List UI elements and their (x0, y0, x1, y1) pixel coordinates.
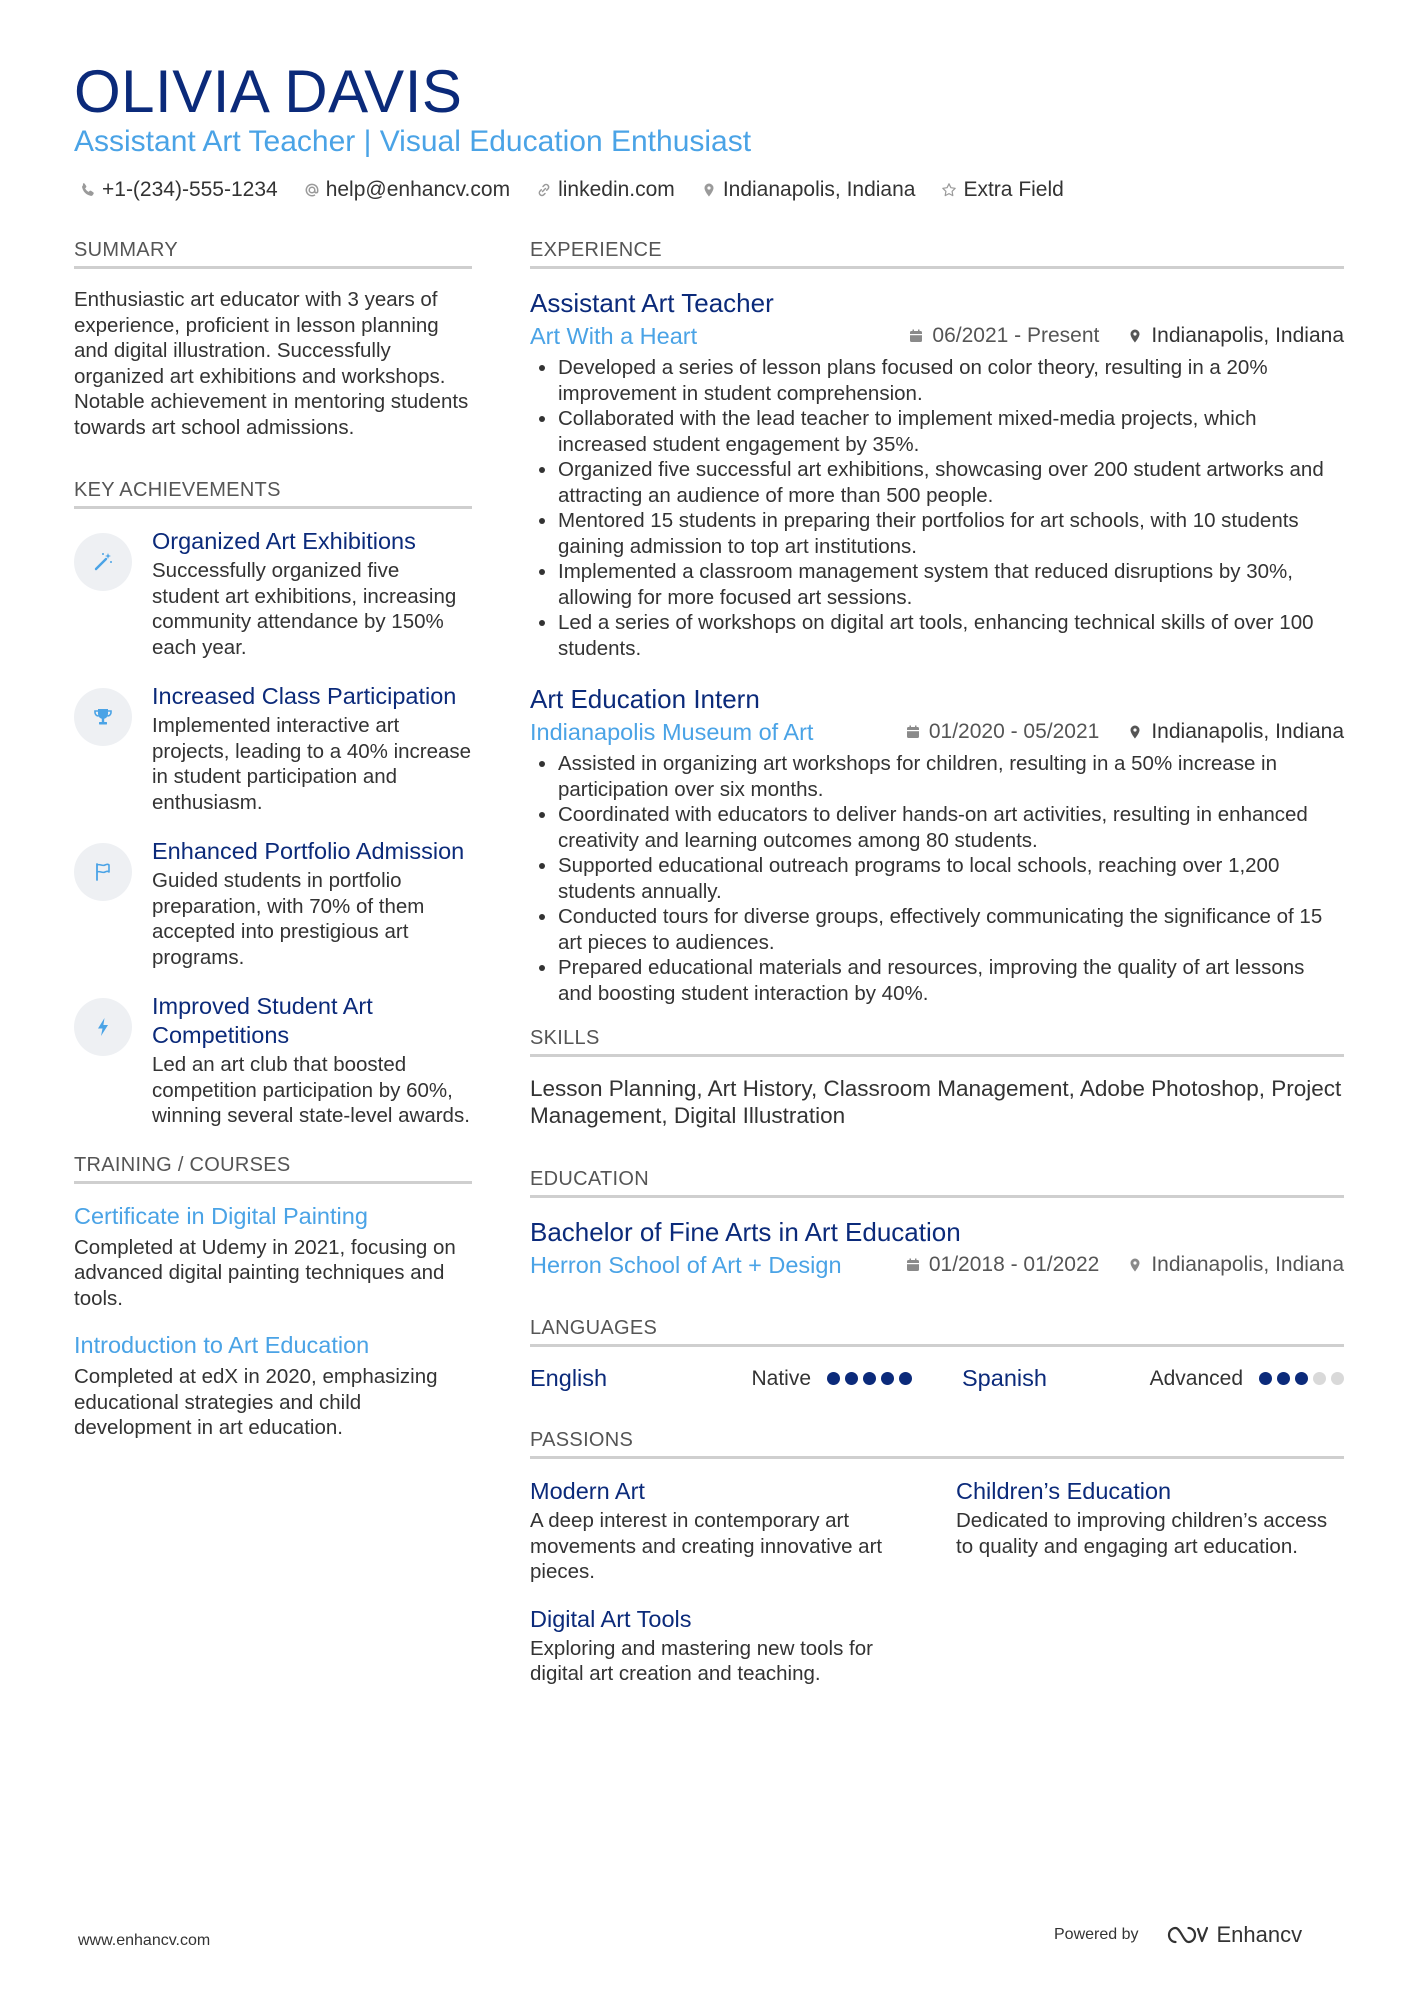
job-bullet: • Supported educational outreach programs to local schools, reaching over 1,200 students annually. (558, 853, 1344, 904)
course-item (74, 1331, 472, 1441)
rating-dot-filled (881, 1372, 894, 1385)
contact-extra (941, 178, 1063, 202)
rating-dot-filled (1277, 1372, 1290, 1385)
rating-dot-filled (845, 1372, 858, 1385)
job-location-text: Indianapolis, Indiana (1151, 720, 1344, 743)
achievement-icon-wrap (74, 533, 132, 591)
footer-branding (1054, 1922, 1302, 1948)
education-meta-right (905, 1253, 1344, 1277)
achievement-title: Improved Student Art Competitions (152, 993, 373, 1048)
job-bullet: • Assisted in organizing art workshops for children, resulting in a 50% increase in participation over six months. (558, 751, 1344, 802)
course-item (74, 1202, 472, 1312)
calendar-icon (908, 328, 924, 344)
education-dates-text: 01/2018 - 01/2022 (928, 1253, 1100, 1276)
achievement-body (152, 837, 472, 970)
contact-linkedin-text: linkedin.com (558, 178, 675, 201)
achievement-body (152, 992, 472, 1129)
brand-logo[interactable] (1165, 1922, 1303, 1948)
job-title: Art Education Intern (530, 684, 760, 714)
language-rating (827, 1372, 912, 1385)
job-bullet: • Coordinated with educators to deliver hands-on art activities, resulting in enhanced creativity and learning outcomes among 80 students. (558, 802, 1344, 853)
job-entry (530, 683, 1344, 1006)
job-bullet: • Conducted tours for diverse groups, effectively communicating the significance of 15 art pieces to audiences. (558, 904, 1344, 955)
job-dates (905, 720, 1099, 744)
job-bullets (530, 355, 1344, 661)
star-icon (941, 182, 957, 198)
passion-item (956, 1477, 1338, 1585)
achievement-item (74, 837, 472, 970)
candidate-name: OLIVIA DAVIS (74, 58, 463, 125)
skills-heading: SKILLS (530, 1028, 1344, 1057)
left-column (74, 240, 472, 1461)
language-rating (1259, 1372, 1344, 1385)
achievement-icon-wrap (74, 688, 132, 746)
language-level: Native (751, 1366, 811, 1390)
lightning-icon (92, 1016, 114, 1038)
contact-email[interactable] (304, 178, 510, 202)
contact-extra-text: Extra Field (963, 178, 1064, 201)
contact-phone[interactable] (80, 178, 278, 202)
courses-section (74, 1155, 472, 1441)
achievement-item (74, 682, 472, 815)
achievement-text: Implemented interactive art projects, leading to a 40% increase in student participation and enthusiasm. (152, 714, 472, 814)
language-name: English (530, 1365, 608, 1391)
calendar-icon (905, 1257, 921, 1273)
language-item (962, 1365, 1344, 1392)
course-text: Completed at edX in 2020, emphasizing educational strategies and child development in art education. (74, 1365, 438, 1439)
job-bullet: • Mentored 15 students in preparing their portfolios for art schools, with 10 students gaining admission to top art institutions. (558, 508, 1344, 559)
passions-heading: PASSIONS (530, 1430, 1344, 1459)
achievement-title: Enhanced Portfolio Admission (152, 838, 465, 864)
job-bullet: • Collaborated with the lead teacher to implement mixed-media projects, which increased student engagement by 35%. (558, 406, 1344, 457)
education-degree: Bachelor of Fine Arts in Art Education (530, 1217, 961, 1247)
languages-section (530, 1318, 1344, 1392)
passions-grid (530, 1477, 1344, 1687)
courses-heading: TRAINING / COURSES (74, 1155, 472, 1184)
location-icon (1127, 724, 1143, 740)
rating-dot-filled (863, 1372, 876, 1385)
location-icon (701, 182, 717, 198)
achievement-text: Successfully organized five student art exhibitions, increasing community attendance by 150% each year. (152, 559, 457, 659)
course-title: Introduction to Art Education (74, 1332, 370, 1358)
summary-text: Enthusiastic art educator with 3 years of experience, proficient in lesson planning and digital illustration. Successfully organized art exhibitions and workshops. Notable achievement in mentoring students towards art school admissions. (74, 288, 469, 439)
job-company: Indianapolis Museum of Art (530, 719, 814, 745)
achievements-section (74, 480, 472, 1129)
language-name: Spanish (962, 1365, 1047, 1391)
achievement-text: Led an art club that boosted competition participation by 60%, winning several state-level awards. (152, 1053, 470, 1127)
language-right (1150, 1367, 1344, 1391)
phone-icon (80, 182, 96, 198)
achievements-heading: KEY ACHIEVEMENTS (74, 480, 472, 509)
job-dates-text: 01/2020 - 05/2021 (928, 720, 1100, 743)
trophy-icon (92, 706, 114, 728)
experience-heading: EXPERIENCE (530, 240, 1344, 269)
experience-section (530, 240, 1344, 1006)
skills-section (530, 1028, 1344, 1129)
education-dates (905, 1253, 1099, 1277)
job-bullet: • Developed a series of lesson plans focused on color theory, resulting in a 20% improvement in student comprehension. (558, 355, 1344, 406)
magic-wand-icon (92, 551, 114, 573)
course-title: Certificate in Digital Painting (74, 1202, 368, 1229)
achievement-title: Organized Art Exhibitions (152, 528, 416, 554)
passion-title: Digital Art Tools (530, 1605, 692, 1632)
achievement-item (74, 527, 472, 660)
job-entry (530, 287, 1344, 661)
calendar-icon (905, 724, 921, 740)
education-heading: EDUCATION (530, 1169, 1344, 1198)
languages-heading: LANGUAGES (530, 1318, 1344, 1347)
education-school: Herron School of Art + Design (530, 1252, 842, 1278)
job-location (1127, 720, 1344, 744)
summary-section (74, 240, 472, 440)
achievement-body (152, 682, 472, 815)
contact-linkedin[interactable] (536, 178, 675, 202)
job-bullet: • Prepared educational materials and resources, improving the quality of art lessons and boosting student interaction by 40%. (558, 955, 1344, 1006)
right-column (530, 240, 1344, 1687)
job-bullet: • Implemented a classroom management system that reduced disruptions by 30%, allowing for more focused art sessions. (558, 559, 1344, 610)
passion-title: Children’s Education (956, 1478, 1172, 1504)
contact-location-text: Indianapolis, Indiana (722, 178, 916, 201)
job-dates-text: 06/2021 - Present (932, 324, 1100, 347)
summary-heading: SUMMARY (74, 240, 472, 269)
flag-icon (92, 861, 114, 883)
rating-dot-filled (899, 1372, 912, 1385)
link-icon (536, 182, 552, 198)
rating-dot-filled (1295, 1372, 1308, 1385)
job-dates (908, 324, 1099, 348)
rating-dot-empty (1331, 1372, 1344, 1385)
language-level: Advanced (1149, 1366, 1243, 1390)
achievement-title: Increased Class Participation (152, 683, 457, 709)
language-item (530, 1365, 912, 1392)
education-location (1127, 1253, 1344, 1277)
candidate-tagline: Assistant Art Teacher | Visual Education Enthusiast (74, 125, 752, 158)
achievement-item (74, 992, 472, 1129)
skills-text: Lesson Planning, Art History, Classroom Management, Adobe Photoshop, Project Management, Digital Illustration (530, 1076, 1342, 1128)
passion-text: A deep interest in contemporary art movements and creating innovative art pieces. (530, 1509, 883, 1583)
job-location-text: Indianapolis, Indiana (1151, 324, 1344, 347)
job-meta (530, 717, 1344, 747)
job-location (1127, 324, 1344, 348)
contact-phone-text: +1-(234)-555-1234 (102, 178, 278, 201)
course-text: Completed at Udemy in 2021, focusing on advanced digital painting techniques and tools. (74, 1235, 456, 1310)
job-company: Art With a Heart (530, 323, 698, 349)
contact-email-text: help@enhancv.com (325, 178, 511, 201)
passion-item (530, 1605, 912, 1687)
education-meta (530, 1250, 1344, 1280)
footer-website[interactable]: www.enhancv.com (78, 1932, 211, 1949)
passion-title: Modern Art (530, 1478, 645, 1504)
education-section (530, 1169, 1344, 1280)
powered-by-text: Powered by (1054, 1926, 1139, 1943)
languages-list (530, 1365, 1344, 1392)
achievement-body (152, 527, 472, 660)
brand-name: Enhancv (1216, 1922, 1303, 1947)
education-location-text: Indianapolis, Indiana (1151, 1253, 1344, 1276)
passion-text: Dedicated to improving children’s access to quality and engaging art education. (956, 1509, 1328, 1558)
job-bullet: • Led a series of workshops on digital art tools, enhancing technical skills of over 100 students. (558, 610, 1344, 661)
location-icon (1127, 328, 1143, 344)
job-title: Assistant Art Teacher (530, 288, 774, 318)
job-meta-right (908, 324, 1344, 348)
achievement-icon-wrap (74, 998, 132, 1056)
enhancv-logo-icon (1165, 1923, 1209, 1947)
achievement-text: Guided students in portfolio preparation, with 70% of them accepted into prestigious art programs. (152, 869, 425, 969)
job-bullets (530, 751, 1344, 1006)
passion-text: Exploring and mastering new tools for digital art creation and teaching. (530, 1636, 873, 1685)
contact-location (701, 178, 916, 202)
passion-item (530, 1477, 912, 1585)
passions-section (530, 1430, 1344, 1687)
language-right (751, 1367, 912, 1391)
rating-dot-filled (827, 1372, 840, 1385)
job-meta-right (905, 720, 1344, 744)
location-icon (1127, 1257, 1143, 1273)
achievement-icon-wrap (74, 843, 132, 901)
at-icon (304, 182, 320, 198)
rating-dot-empty (1313, 1372, 1326, 1385)
contact-bar (80, 178, 1064, 202)
rating-dot-filled (1259, 1372, 1272, 1385)
job-bullet: • Organized five successful art exhibitions, showcasing over 200 student artworks and attracting an audience of more than 500 people. (558, 457, 1344, 508)
job-meta (530, 321, 1344, 351)
